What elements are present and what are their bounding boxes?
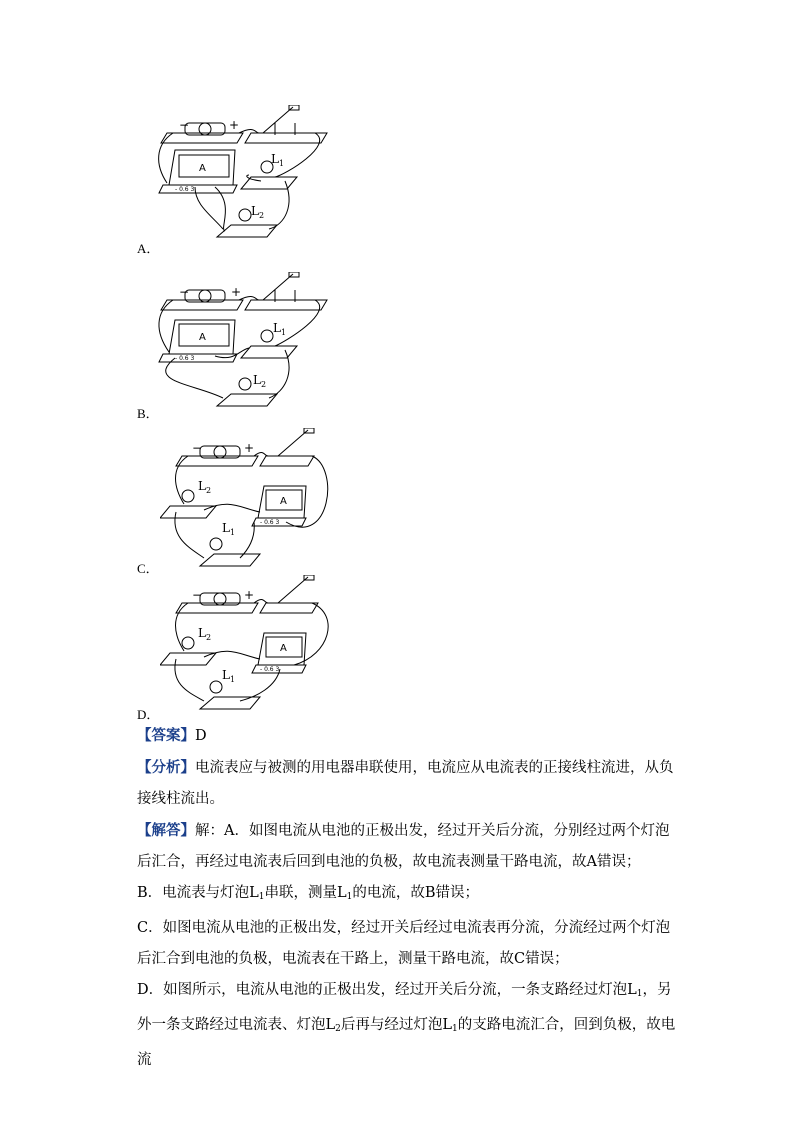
- analysis-paragraph: [137, 752, 677, 815]
- svg-text:- 0.6 3: - 0.6 3: [175, 355, 195, 362]
- svg-text:A: A: [280, 496, 287, 507]
- svg-text:L2: $L_2$: [198, 626, 212, 642]
- svg-text:A: A: [199, 332, 206, 343]
- svg-text:+: +: [231, 285, 242, 299]
- lamp1-label: L: [271, 152, 279, 166]
- analysis-label: 【分析】: [137, 759, 195, 776]
- svg-text:L1: $L_1$: [222, 668, 236, 684]
- lamp2-label: L: [251, 204, 259, 218]
- solution-paragraph-b: B．电流表与灯泡$L_1$串联，测量$L_1$的电流，故B错误；: [137, 885, 480, 902]
- solution-a-text: 解：A．如图电流从电池的正极出发，经过开关后分流，分别经过两个灯泡后汇合，再经过电流表后回到电池的负极，故电流表测量干路电流，故A错误；: [137, 823, 670, 870]
- solution-text: [137, 720, 677, 1076]
- answer-line: [137, 720, 677, 752]
- solution-paragraph-d: D．如图所示，电流从电池的正极出发，经过开关后分流，一条支路经过灯泡$L_1$，另外一条支路经过电流表、灯泡$L_2$后再与经过灯泡$L_1$的支路电流汇合，回到负极，故电流: [137, 982, 676, 1068]
- option-b-letter: B．: [137, 406, 159, 421]
- battery-minus-label: −: [179, 118, 190, 132]
- svg-text:- 0.6 3: - 0.6 3: [260, 519, 280, 526]
- svg-text:+: +: [244, 441, 255, 455]
- option-d-letter: D．: [137, 707, 160, 722]
- solution-paragraph-c: C．如图电流从电池的正极出发，经过开关后经过电流表再分流，分流经过两个灯泡后汇合到电池的负极，电流表在干路上，测量干路电流，故C错误；: [137, 920, 671, 967]
- svg-text:A: A: [280, 643, 287, 654]
- svg-text:L2: $L_2$: [198, 479, 212, 495]
- answer-label: 【答案】: [137, 727, 195, 744]
- svg-text:L2: $L_2$: [253, 373, 267, 389]
- circuit-figure-b: [155, 272, 335, 414]
- svg-text:+: +: [244, 588, 255, 602]
- svg-text:- 0.6 3: - 0.6 3: [260, 666, 280, 673]
- svg-text:L1: $L_1$: [222, 521, 236, 537]
- solution-label: 【解答】: [137, 822, 195, 839]
- option-a-letter: A．: [137, 241, 160, 256]
- svg-text:−: −: [192, 588, 203, 602]
- option-c-letter: C．: [137, 561, 159, 576]
- answer-value: D: [195, 728, 207, 744]
- svg-text:L1: $L_1$: [273, 321, 287, 337]
- svg-text:L2: $L_2$: [251, 204, 265, 220]
- circuit-figure-d: [160, 575, 340, 717]
- circuit-figure-a: [155, 105, 335, 247]
- meter-symbol: A: [199, 163, 206, 174]
- svg-text:L1: $L_1$: [271, 152, 285, 168]
- solution-paragraph-a: [137, 815, 677, 878]
- meter-terminals: - 0.6 3: [175, 186, 195, 193]
- battery-plus-label: +: [229, 118, 240, 132]
- svg-text:−: −: [192, 441, 203, 455]
- analysis-text: 电流表应与被测的用电器串联使用，电流应从电流表的正接线柱流进，从负接线柱流出。: [137, 760, 674, 807]
- svg-text:−: −: [179, 285, 190, 299]
- circuit-figure-c: [160, 428, 340, 570]
